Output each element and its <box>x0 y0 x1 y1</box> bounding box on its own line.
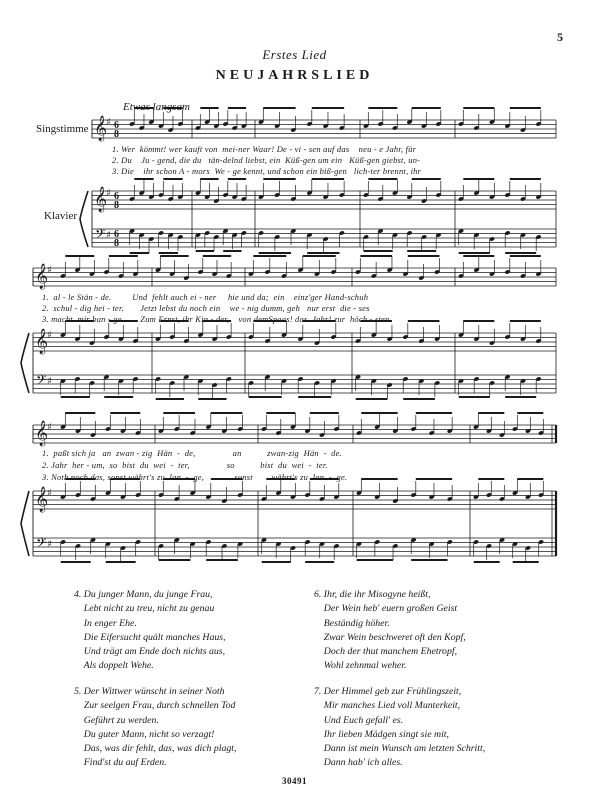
stanza-4 <box>74 588 226 674</box>
key-signature-sharp: ♯ <box>47 265 52 276</box>
key-signature-sharp: ♯ <box>47 422 52 433</box>
stanza-line: Mir manches Lied voll Munterkeit, <box>314 700 461 712</box>
treble-clef: 𝄞 <box>35 487 49 512</box>
piano-label: Klavier <box>44 210 77 222</box>
stanza-5 <box>74 685 236 771</box>
lyric-line: 3. Die ihr schon A - mors We - ge kennt, und schon ein biß-gen lich-ter brennt, ihr <box>112 166 422 176</box>
stanza-line: 4. Du junger Mann, du junge Frau, <box>74 589 213 600</box>
tempo-marking: Etwas langsam <box>123 101 190 113</box>
stanza-line: Zur seelgen Frau, durch schnellen Tod <box>74 700 236 712</box>
lyric-line: 2. Jahr her - um, so bist du wei - ter, so bist du wei - ter. <box>42 460 328 470</box>
treble-clef: 𝄞 <box>35 329 49 354</box>
bass-clef: 𝄢 <box>36 535 47 554</box>
stanza-6 <box>314 588 466 674</box>
stanza-line: Das, was dir fehlt, das, was dich plagt, <box>74 743 237 755</box>
lyric-line: 1. Wer kömmt! wer kauft von mei-ner Waar! De - vi - sen auf das neu - e Jahr, für <box>112 144 417 154</box>
stanza-line: Und Euch gefall' es. <box>314 714 404 726</box>
bass-clef: 𝄢 <box>95 226 106 245</box>
treble-clef: 𝄞 <box>35 264 49 289</box>
stanza-7 <box>314 685 485 771</box>
lyric-line: 3. macht mir ban - ge. Zum Ernst, ihr Kin - der, von demSpaas! das Jahr! zur höch - sten <box>42 314 390 324</box>
plate-number: 30491 <box>282 776 307 786</box>
time-signature-bottom: 8 <box>114 129 119 140</box>
time-signature-top: 6 <box>114 229 119 240</box>
stanza-line: Lebt nicht zu treu, nicht zu genau <box>74 603 215 615</box>
key-signature-sharp: ♯ <box>106 188 111 199</box>
lyric-line: 1. al - le Stän - de. Und fehlt auch ei - ner hie und da; ein einz'ger Hand-schuh <box>42 292 369 302</box>
stanza-line: Wohl zehnmal weher. <box>314 660 407 672</box>
key-signature-sharp: ♯ <box>47 376 52 387</box>
stanza-line: 6. Ihr, die ihr Misogyne heißt, <box>314 589 431 600</box>
treble-clef: 𝄞 <box>94 116 108 141</box>
lyric-line: 2. Du Ju - gend, die du tän-delnd liebst, ein Küß-gen um ein Küß-gen giebst, un- <box>112 155 421 165</box>
lyric-line: 2. schul - dig hei - ter. Jetzt lebst du noch ein we - nig dumm, geh nur erst die - ses <box>42 303 370 313</box>
lyric-line: 1. paßt sich ja an zwan - zig Hän - de, an zwan-zig Hän - de. <box>42 448 342 458</box>
time-signature-bottom: 8 <box>114 200 119 211</box>
stanza-line: Du guter Mann, nicht so verzagt! <box>74 728 215 740</box>
stanza-line: Find'st du auf Erden. <box>74 757 167 769</box>
stanza-line: Geführt zu werden. <box>74 714 159 726</box>
time-signature-top: 6 <box>114 191 119 202</box>
stanza-line: 5. Der Wittwer wünscht in seiner Noth <box>74 686 225 697</box>
song-title: NEUJAHRSLIED <box>215 68 374 83</box>
stanza-line: In enger Ehe. <box>74 617 137 629</box>
treble-clef: 𝄞 <box>35 421 49 446</box>
song-subtitle: Erstes Lied <box>262 47 327 62</box>
page-number: 5 <box>557 30 563 44</box>
voice-label: Singstimme <box>36 123 89 135</box>
stanza-line: Als doppelt Wehe. <box>74 660 154 672</box>
stanza-line: Doch der thut manchem Ehetropf, <box>314 646 458 658</box>
stanza-line: Die Eifersucht quält manches Haus, <box>74 631 226 643</box>
key-signature-sharp: ♯ <box>106 230 111 241</box>
lyric-line: 3. Noth noch das, sonst währt's zu lan - ge, sonst währt's zu lan - ge. <box>42 472 348 482</box>
stanza-line: Ihr lieben Mädgen singt sie mit, <box>314 728 449 740</box>
stanza-line: Der Wein heb' euern großen Geist <box>314 603 458 615</box>
time-signature-top: 6 <box>114 120 119 131</box>
stanza-line: Dann ist mein Wunsch am letzten Schritt, <box>314 743 486 755</box>
stanza-line: Dann hab' ich alles. <box>314 757 403 769</box>
stanza-line: 7. Der Himmel geb zur Frühlingszeit, <box>314 686 462 697</box>
key-signature-sharp: ♯ <box>47 539 52 550</box>
bass-clef: 𝄢 <box>36 372 47 391</box>
key-signature-sharp: ♯ <box>47 330 52 341</box>
piano-brace <box>21 491 29 556</box>
key-signature-sharp: ♯ <box>106 117 111 128</box>
stanza-line: Und trägt am Ende doch nichts aus, <box>74 646 226 658</box>
piano-brace <box>21 333 29 393</box>
stanza-line: Zwar Wein beschweret oft den Kopf, <box>314 631 466 643</box>
treble-clef: 𝄞 <box>94 187 108 212</box>
piano-brace <box>80 191 88 247</box>
key-signature-sharp: ♯ <box>47 488 52 499</box>
stanza-line: Beständig höher. <box>314 617 390 629</box>
time-signature-bottom: 8 <box>114 238 119 249</box>
